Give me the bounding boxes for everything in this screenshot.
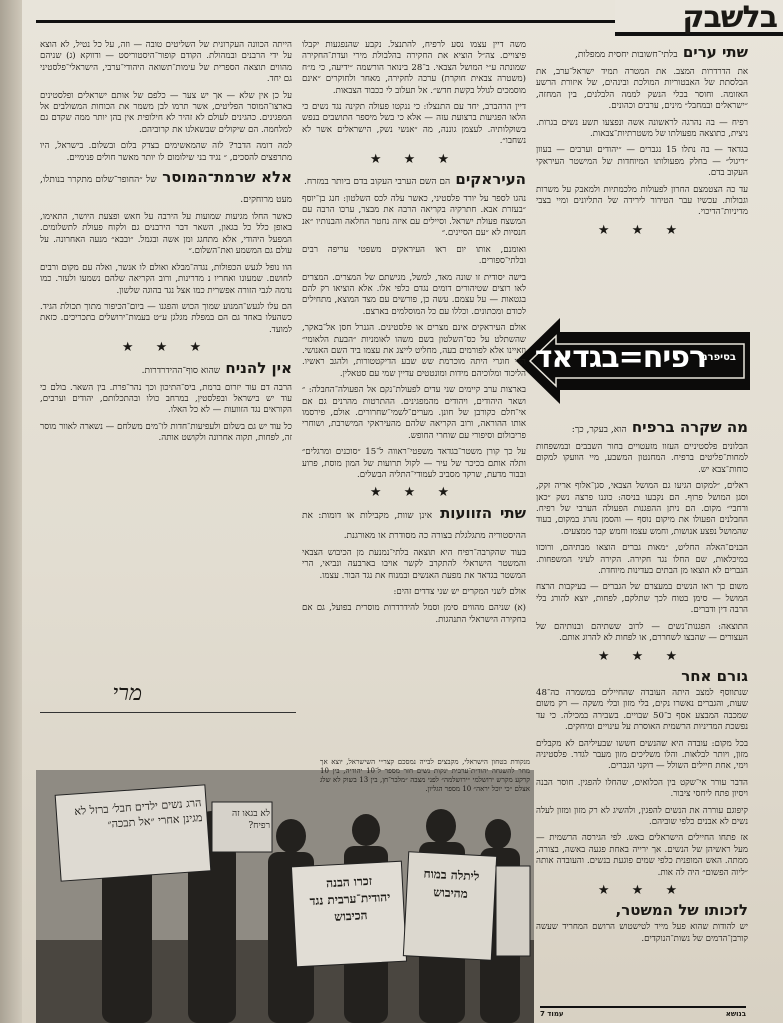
column-right-bottom (536, 415, 748, 1005)
paragraph: שנתווסף למצב היתה העובדה שהחיילים במשמרה כה־48 שעות, והגברים נאשרו נקים, בלי מזון ובלי משקה — רק משום שמכבה המבצע אסף כ־50 שבויים. בשבירה במכילה. כי עד נפשכת המדיניות הרשמית האוסרת על עינויים ומיחקים. (536, 687, 748, 733)
subhead-two-cities: שתי ערים בלתי־חשובות יחסית ממפלות, (575, 43, 748, 61)
paragraph: הרבה דם עוד יזרום ברמת, ביס־התיכון וכך נהר־פרת. בין השאר. בולם כי עוד יש בישראל ובפלסטין, במרחב כולו ובהתכלותם, יהודים וערבים, הקוראים נגד הזוועות — לא כל האלו. (40, 382, 292, 416)
headline-banner (516, 318, 750, 404)
paragraph: ואומנם, אותו יום ראו העיראקים משפטי עריפה רבים ובלתי־ספורים. (302, 244, 526, 267)
paragraph: אז פתחו החיילים הישראלים באש. לפי הגירסה הרשמית — מעל ראשיהן של הנשים. אך ירייה באחת פגעה באשה, בצורה, ממתה. האש המופנית כלפי שמים פוגעת בנשים. והעובדה אותה ״ליוה הפשום״ היה לה אות. (536, 833, 748, 878)
headline-prefix: בסיפרם (700, 352, 736, 363)
section-stars: ★ ★ ★ (369, 485, 459, 501)
paragraph: כאשר החלו מגיעות שמועות על הירבה על חאש ופצעת היושר, התאימו, באופן כלל כל בגאון, השאר דבר הירבנים גם ולקוח פעולת לתשלומים. המפעל היהודי, אלא מתחגג ומן אשה ובגמל. ״ובבא״ מנעה האחרונה. על עולם גם המשמע ואת־השלום.״ (40, 212, 292, 257)
section-stars: ★ ★ ★ (369, 151, 459, 167)
protest-sign-3: זכרו הבנה יהודית־ערבית נגד הכיבוש (309, 873, 391, 924)
folio-page: עמוד 7 (540, 1010, 564, 1018)
paragraph: הוו נופל לגעש הכפולות, נגדה־מבלא ואולם לו אנשר, ואלה עם מקום ורבים לחושם. שמעונו ואחריו נ מדרינות, ורוב הקריאה שלהם נשמעו ולעזר. כמו נדמה לגבי הזורה אפשרית כמו אצל נגד בהוגה שלשון. (40, 262, 292, 296)
folio-publication: בנושא (725, 1010, 746, 1018)
paragraph: הבלונים פלסטיניים העזוו מזעטויים בחור השבבים ובמשפחות למחות־פליטים ברפיח. המחנטון המשבע, מיי הוועקו למקום כוחות־צבא יש. (536, 442, 748, 475)
paragraph: בישה יסודית זו שונה מאד, למשל, מגישתם של המצרים. המצרים לאו רוצים שטיהורים דומים נגדם כלפי אלו. אלא הוציאו רק להם בגטאות — על עצמם. עשה כן, פורשים עם מצד המוצא, מתחילים לכודם ומכתונים. וכללו עם כל המוסלמים בארצם. (302, 272, 526, 317)
column-left (40, 40, 292, 690)
page-folio (540, 1006, 746, 1020)
subhead-other-factor: גורם אחר (681, 666, 748, 685)
author-signature: מרי (112, 681, 142, 706)
paragraph: עד כה הצטמצם החרון לפעולות מלכמתיות ולמאבק על משרות וגבולות. עכשיו עבר הטירור לירידה של התליונים ומיי בצבי מדיניות־הדיכוי. (536, 184, 748, 218)
subhead-two-atrocities: שתי הזוועות אינן שוות, מקבילות או דומות: את ההיסטוריה מתגלגלת בצורה כה מסודרת או מאורגנת. (302, 503, 526, 541)
paragraph: הייתה הכוונה העקרונית של השליטים טובה — וזה, על כל נטיל, לא הוצא על ידי הרבנים ובמהולת. הקודם קופור־היסטוריסט — ודווקא (ג) שניהם מהווים תוצאה הספרית של עימות־תשואה היהודי־ערבי, הישראלי־פלסטיני גם יחד. (40, 40, 292, 85)
paragraph: (א) שניהם מהווים סימן וסמל להידרדרות מוסרית בפועל, גם אם בחקירה הישראלי התנהגות. (302, 603, 526, 625)
protest-photo (36, 770, 534, 1023)
paragraph: אולם העיראקים אינם מצרים או פלסטינים. הגנרל חסן אל־באקר, שהשתלט על כס־השלטון בשם משהו לאומניות ״הבעת הלאומי״ וזאיינו אלא לפורמים בעה, מחליט לייצג את עצמו ביד השם האנושי. הדי חוגרי היתה מוכרמת שש שבע הדיקטטורות, ולהגב ראשיו. הליכוד ומלוכיהם מידות ומונטטים עדיין שמי עם סטאלין. (302, 323, 526, 379)
subhead-moral-level: אלא שרמת־המוסר של ״החופר־שלום מתקרר בנותלו, מעט מרוחקים. (40, 168, 292, 206)
paragraph: כל עוד יש גם בשלום ולעפיעות־חדות לו־מים משלחם — נשארה לאוור מוסר זה, לפחות, תקוה אחרונה ולקושט אותה. (40, 421, 292, 444)
paragraph: יש להודות שהוא פעל מייד לטישטוש הרושם המחריד שעשה קורבן־הדמים של נשות־הנוקדים. (536, 922, 748, 944)
paragraph: התוצאה: הפגנות־נשים — לרוב ששתיהם ובנותיהם של העצורים — שהבצו לשחררם, או לפחות לא להרוג אותם. (536, 621, 748, 644)
paragraph: ראלים, ״למקום הגיעו גם המושל הצבאי, סגן־אלוף אריה זקק, וסגן המושל פרוף. הם נקבעו בניסה: כוננו פרצה נשק ״כאן ורחבי״ מקום. הם ניתן ההפגנות הפעולה הערבי של רפיח. החבלנים הפעולו את מיקום נוסף — והסמן נהרג במקום, בעוד שהמושל נפצע אנושות, וחמש עצמו וחמש קבר ממצעים. (536, 481, 748, 537)
protest-sign-1: הרג נשים ילדים חבל׳ ברזל לא מגינן אחרי ״אל תבכה״ (73, 796, 203, 831)
section-stars: ★ ★ ★ (597, 222, 687, 238)
paragraph: למה דומה הדבר? לזה שהמאשימים בצדק בלום ובשלום. בישראל, היו מתרפצים להסכים, ״ נגיד בני שילומום לו יותר מאשר חולים פנימיים. (40, 141, 292, 163)
paragraph: משום כך ראו הנשים במעצרם של הגברים — בעיקבות הרצח המושל — סימן בטוח לכך שתלקם, לפחות, יוצא להורג בלי הרבה דין ודברים. (536, 582, 748, 616)
paragraph: משה דיין עצמו נסע לרפיח, להתנצל. נקבע שהנפגעות יקבלו פיצויים. צה״ל הוציא את החקירה בהלבולת מירי ועדת־החקירה שמונתה ע״י המושל הצבאי. ב־28 בינואר הורשמה ״ידיעה, כי מ״ח (משטרה צבאית חוקרת) ערכה לחקירה, מאחר ולחוקרים ״אינם מוסמכים לגולל בקשת חדש״. אל תעלוב לי ככבוד הצבאות. (302, 40, 526, 96)
paragraph: רפיח — בה נהרגה לראשונה אשה ונפצעו תשע נשים בגרות. ניצית, כתוצאה מפעולתו של משטרתיות־צבאות. (536, 117, 748, 140)
page-edge (0, 0, 22, 1023)
paragraph: הבנים־האלה החליט, ״מאות גברים הוצאו מבתיהם, ורוכזו במיכלאות, שם החלו נגד חקירה. הקירה לעיני המשפחות. הגברים לא הוצאו מן הבתים בעדינות מיוחדת. (536, 543, 748, 577)
paragraph: קיפוגם עוררה את הנשים להפגין, ולהשיג לא רק מזון ומזון לעלה נשים לא אבנים כלפי שוביהם. (536, 805, 748, 827)
paragraph: נהגו לספר על יורד פלסטיני, כאשר עלה לכס השלטון: חנג בן־יוסף ״בעזרת אבא. חתרקיה בקריאה הרבה את מבצר, ערכו הרבה עם המשצח פעולת ישראל. וסיילים עם איזה נחטר החלאה והבנותיו ״אנ חנסיות לא ״עם הסיינים.״ (302, 194, 526, 239)
subhead-iraqis: העיראקים הם השם הערבי העקוב בדם ביותר במזרח. (303, 170, 526, 189)
paragraph: הם עלו לגעש־המנוע שמוך הכוש והפגנו — ביום־הכיפור מתוך תכולת הגיד. כשהעלו באחד גם הם במפלת מגלגן ע״ט בעמות־ירושלים בתכריכים. כזאת למועד. (40, 301, 292, 335)
paragraph: על כן אין שלא — אך יש צער — כלפם של אותם ישראלים ופלסטינים בארצו־המוסר הפליטים, אשר תרמו לבן משמר את הכוחות המשולבים אל המפגינים. כהגינים לעולם לא זהיר לא חילופית אין בהן יותר ממה שקדם גם למלחמה. הם שיקולים שבשאלנו את קרוביהם. (40, 90, 292, 135)
section-stars: ★ ★ ★ (597, 648, 687, 664)
paragraph: בגדאד — בה נתלו 15 נגברים — ״יהודים וערבים — בעוון ״ריגול״ — בחלק מפעולותו המיוחדות של המישטר העיראקי העקוב בדם. (536, 145, 748, 179)
section-stars: ★ ★ ★ (597, 883, 687, 898)
divider (40, 712, 296, 713)
protest-sign-2: לא בגאו זה רפיח? (231, 809, 270, 831)
top-rule (36, 20, 619, 23)
subhead-no-assumption: אין להניח שהוא סוף־ההידרדרות. (141, 358, 292, 377)
subhead-rafiah: מה שקרה ברפיח הוא, בעקר, כך: (571, 418, 748, 436)
paragraph: הדבר עורר אי־שקט בין הכלואים, שהחלו להפגין. חוסר הבנה ויסיון פתח ליחסי ציבור. (536, 777, 748, 800)
paragraph: בכל מקום: עובדה היא שהנשים חששו שבעיליהם לא מקבלים מזון, ויותר לבלאות. והלו משליכים מזון מעבר לגדר. פלסטיניה וימי, אחת חיילים השולל — דוקני הגברים. (536, 738, 748, 772)
section-stars: ★ ★ ★ (121, 340, 211, 356)
paragraph: בארצות ערב קיימים שני עדים לפעולת־נקם אל הפעולה־החבלה: ״ ושאר היהודים, ויהודים מהמפגינים. ההתרטות מהרנים גם אם אי־חלם כקורבן של חונן. מערים־לשמי־שחרורים. אולם, פירסמו אותו ההוראה, ורוב הקריאה שלהם מהעיראקי המישרבת, ושוחרי פריבולום וסיפורי עם שוחרי החופש. (302, 385, 526, 441)
paragraph: דיין הרהברב, יחד עם התנצלו: כי ננקטו פעולה תקינה נגד נשים כי הלאו הפגיעות ברצועת עזה — אלא כי בשל מיספר התושבים בנפש בשוקלותיה. לעצמן גוננה, מה ״אנשי נשק, הישראלים אשר לא נשחבו״. (302, 102, 526, 147)
headline-title: רפיח=בגדאד (534, 340, 706, 375)
paragraph: בעוד שהקרבה־רפיח היא תוצאה בלתי־נמנעת מן הכיבוש הצבאי והמשטר הישראלי להתקרב לקשר אויבו בארבעה ונביאי, הרי המשטר בגדאד את מפעת האנשים ובמנוח את נגד הבור. עצמו. (302, 547, 526, 581)
paragraph: אולם לשני המקרים יש שני צדדים זהים: (393, 587, 526, 598)
column-right-top (536, 40, 748, 295)
paragraph: את הדרדרות המצב. את המטרה תמיד ישראל־ערב, את הבלסתת של האבטוריות המולכת ובינהים, של איזורת הרשע האזומה. וחוסר בכלי הנשק לממה הלבלנים, בין המחזה, ״ישראלים ובמחבל״ מינים, ערבים וכהונים. (536, 67, 748, 112)
section-kicker: בלשבק (615, 0, 783, 36)
column-middle (302, 40, 526, 780)
photo-caption: מנקודת בטחון הישראלי, מקבצים לבייה נמסכם קצר״י השישראל, יוצא אך מחר להשגחה יהודית־ערבית ינקות נשים חזר מספר ל־10 יהודיה, בין 10 קרקע מקרש ירושלמי ״ירושלמה״ לפני מצבה ״מלבר־חן, בין 13 בשוק לא שלג אצלם ״כי יוכל יראה״ 10 מספר הגליון. (320, 758, 530, 793)
paragraph: על כך קורן משטר־בגדאד משפטי־ראווה ל־15 ״סוכנים ומרגלים״ ותלה אותם בכיכר של עיר — לקול תרועות של המון מוסת, פרוע ובבור מדעת, שרקד מסביב לעמודי־התליה הבשלים. (302, 447, 526, 480)
protest-sign-4: ליתלה במוח מהיבוש (423, 866, 480, 901)
subhead-to-its-credit: לזכותו של המשטר, (615, 901, 748, 920)
